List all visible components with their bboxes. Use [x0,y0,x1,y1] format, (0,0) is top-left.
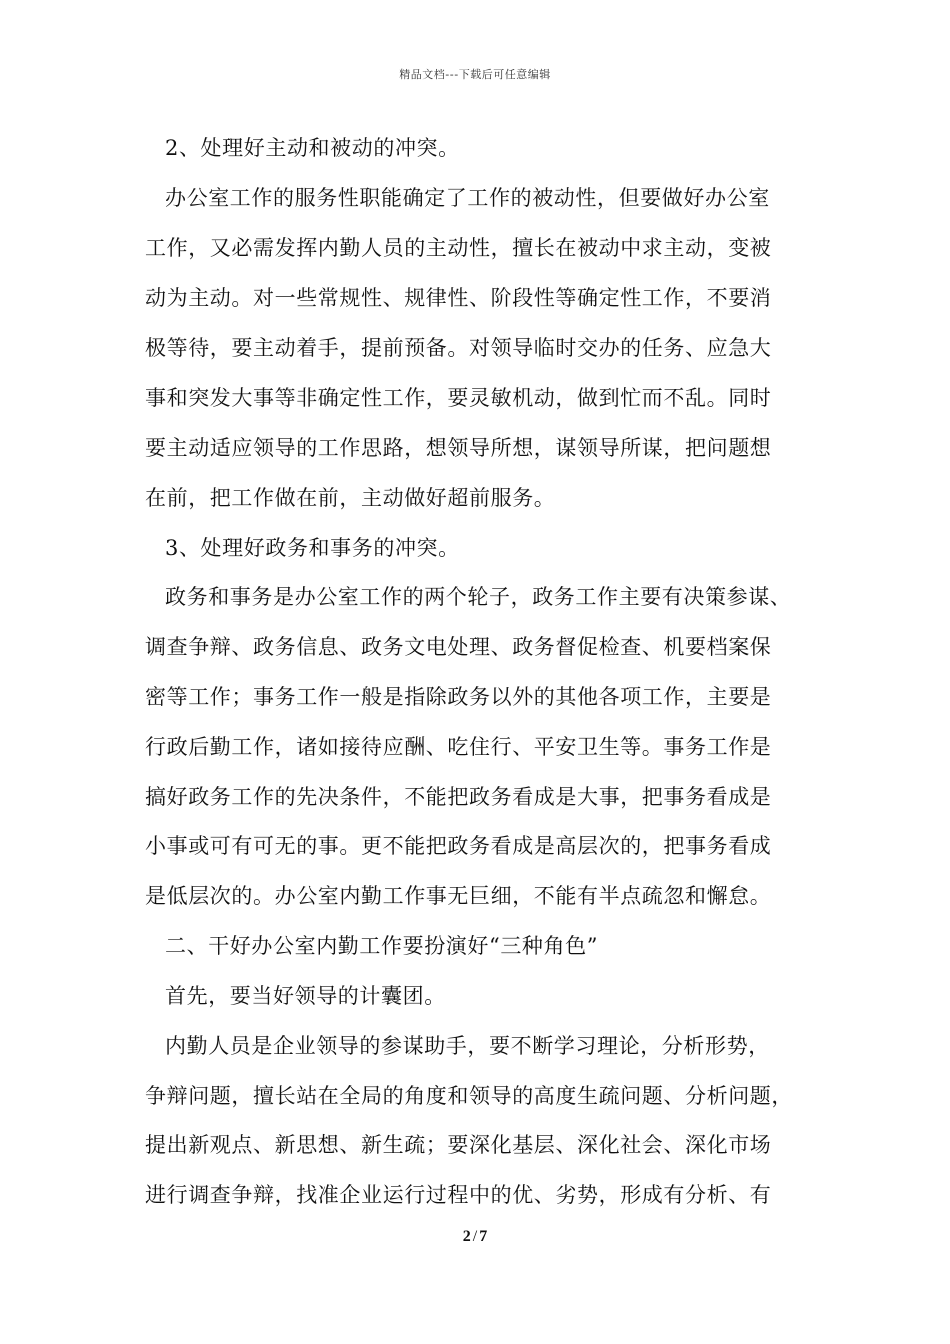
paragraph-line: 调查争辩、政务信息、政务文电处理、政务督促检查、机要档案保 [145,635,772,659]
paragraph-line: 办公室工作的服务性职能确定了工作的被动性，但要做好办公室 [165,186,770,210]
paragraph-line: 密等工作；事务工作一般是指除政务以外的其他各项工作，主要是 [145,685,772,709]
paragraph-line: 政务和事务是办公室工作的两个轮子，政务工作主要有决策参谋、 [165,585,792,609]
paragraph-line: 行政后勤工作，诸如接待应酬、吃住行、平安卫生等。事务工作是 [145,735,772,759]
paragraph-line: 要主动适应领导的工作思路，想领导所想，谋领导所谋，把问题想 [145,436,772,460]
section-heading: 2、处理好主动和被动的冲突。 [165,136,460,160]
document-header: 精品文档---下载后可任意编辑 [399,68,551,81]
paragraph-line: 搞好政务工作的先决条件，不能把政务看成是大事，把事务看成是 [145,785,772,809]
page-separator: / [472,1228,478,1245]
paragraph-line: 小事或可有可无的事。更不能把政务看成是高层次的，把事务看成 [145,834,772,858]
total-pages: 7 [479,1228,488,1245]
section-heading: 二、干好办公室内勤工作要扮演好“三种角色” [165,934,599,958]
paragraph-line: 内勤人员是企业领导的参谋助手，要不断学习理论，分析形势， [165,1034,770,1058]
current-page: 2 [462,1228,471,1245]
paragraph-line: 是低层次的。办公室内勤工作事无巨细，不能有半点疏忽和懈怠。 [145,884,772,908]
paragraph-line: 争辩问题，擅长站在全局的角度和领导的高度生疏问题、分析问题， [145,1084,793,1108]
page-number [0,1228,950,1246]
paragraph-line: 动为主动。对一些常规性、规律性、阶段性等确定性工作，不要消 [145,286,772,310]
paragraph-line: 事和突发大事等非确定性工作，要灵敏机动，做到忙而不乱。同时 [145,386,772,410]
section-heading: 首先，要当好领导的计囊团。 [165,984,446,1008]
paragraph-line: 极等待，要主动着手，提前预备。对领导临时交办的任务、应急大 [145,336,772,360]
paragraph-line: 进行调查争辩，找准企业运行过程中的优、劣势，形成有分析、有 [145,1183,772,1207]
paragraph-line: 在前，把工作做在前，主动做好超前服务。 [145,486,556,510]
paragraph-line: 提出新观点、新思想、新生疏；要深化基层、深化社会、深化市场 [145,1133,772,1157]
section-heading: 3、处理好政务和事务的冲突。 [165,536,460,560]
paragraph-line: 工作，又必需发挥内勤人员的主动性，擅长在被动中求主动，变被 [145,236,772,260]
